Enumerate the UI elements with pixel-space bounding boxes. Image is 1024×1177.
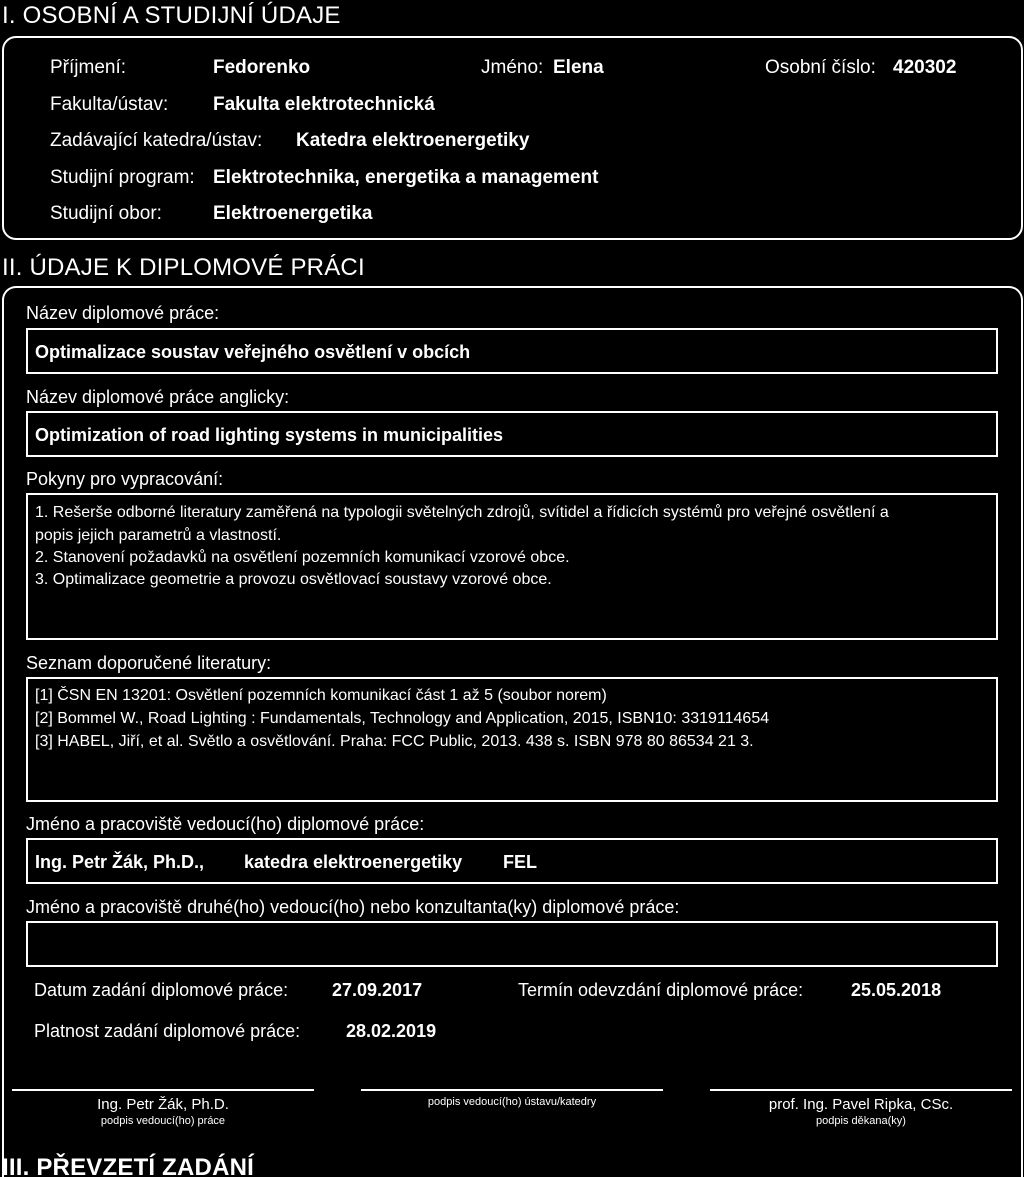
study-program-value: Elektrotechnika, energetika a management: [213, 167, 599, 188]
section-1-title: I. OSOBNÍ A STUDIJNÍ ÚDAJE: [2, 2, 341, 29]
signature-caption-head: podpis vedoucí(ho) ústavu/katedry: [427, 1096, 597, 1108]
signature-name-supervisor: Ing. Petr Žák, Ph.D.: [97, 1096, 229, 1113]
instruction-line-3: 2. Stanovení požadavků na osvětlení pozemních komunikací vzorové obce.: [35, 549, 570, 566]
thesis-title-value: Optimalizace soustav veřejného osvětlení v obcích: [35, 342, 471, 362]
deadline-label: Termín odevzdání diplomové práce:: [518, 980, 804, 1000]
supervisor-name: Ing. Petr Žák, Ph.D.,: [35, 852, 205, 872]
department-label: Zadávající katedra/ústav:: [50, 130, 263, 151]
study-field-value: Elektroenergetika: [213, 203, 373, 224]
firstname-label: Jméno:: [481, 57, 544, 78]
thesis-title-label: Název diplomové práce:: [26, 303, 220, 323]
section-3-title: III. PŘEVZETÍ ZADÁNÍ: [2, 1154, 255, 1177]
instruction-line-4: 3. Optimalizace geometrie a provozu osvětlovací soustavy vzorové obce.: [35, 571, 552, 588]
literature-label: Seznam doporučené literatury:: [26, 653, 272, 673]
signature-name-dean: prof. Ing. Pavel Ripka, CSc.: [768, 1096, 954, 1113]
section-2-title: II. ÚDAJE K DIPLOMOVÉ PRÁCI: [2, 254, 365, 281]
validity-label: Platnost zadání diplomové práce:: [34, 1021, 301, 1041]
personal-number-value: 420302: [893, 57, 957, 78]
second-supervisor-field: [26, 921, 998, 967]
surname-label: Příjmení:: [50, 57, 127, 78]
literature-item: [2] Bommel W., Road Lighting : Fundamentals, Technology and Application, 2015, ISBN10: 3319114654: [35, 710, 770, 727]
second-supervisor-label: Jméno a pracoviště druhé(ho) vedoucí(ho) nebo konzultanta(ky) diplomové práce:: [26, 897, 680, 917]
deadline-value: 25.05.2018: [851, 980, 942, 1000]
firstname-value: Elena: [553, 57, 604, 78]
faculty-label: Fakulta/ústav:: [50, 94, 169, 115]
signature-line-dean: [710, 1089, 1012, 1091]
thesis-title-en-label: Název diplomové práce anglicky:: [26, 387, 290, 407]
supervisor-label: Jméno a pracoviště vedoucí(ho) diplomové práce:: [26, 814, 425, 834]
personal-number-label: Osobní číslo:: [765, 57, 876, 78]
signature-caption-supervisor: podpis vedoucí(ho) práce: [100, 1115, 226, 1127]
instructions-label: Pokyny pro vypracování:: [26, 469, 224, 489]
signature-line-supervisor: [12, 1089, 314, 1091]
supervisor-unit: FEL: [503, 852, 537, 872]
signature-line-head: [361, 1089, 663, 1091]
instruction-line-1: 1. Rešerše odborné literatury zaměřená na typologii světelných zdrojů, svítidel a řídicích systémů pro veřejné osvětlení a: [35, 504, 889, 521]
instruction-line-2: popis jejich parametrů a vlastností.: [35, 527, 282, 544]
literature-item: [1] ČSN EN 13201: Osvětlení pozemních komunikací část 1 až 5 (soubor norem): [35, 687, 607, 704]
faculty-value: Fakulta elektrotechnická: [213, 94, 435, 115]
thesis-title-en-value: Optimization of road lighting systems in municipalities: [35, 425, 504, 445]
study-program-label: Studijní program:: [50, 167, 195, 188]
assign-date-value: 27.09.2017: [332, 980, 423, 1000]
department-value: Katedra elektroenergetiky: [296, 130, 530, 151]
study-field-label: Studijní obor:: [50, 203, 162, 224]
surname-value: Fedorenko: [213, 57, 311, 78]
signature-caption-dean: podpis děkana(ky): [816, 1115, 906, 1127]
assign-date-label: Datum zadání diplomové práce:: [34, 980, 289, 1000]
supervisor-department: katedra elektroenergetiky: [244, 852, 463, 872]
literature-item: [3] HABEL, Jiří, et al. Světlo a osvětlování. Praha: FCC Public, 2013. 438 s. ISBN 978 80 86534 21 3.: [35, 733, 754, 750]
validity-value: 28.02.2019: [346, 1021, 437, 1041]
